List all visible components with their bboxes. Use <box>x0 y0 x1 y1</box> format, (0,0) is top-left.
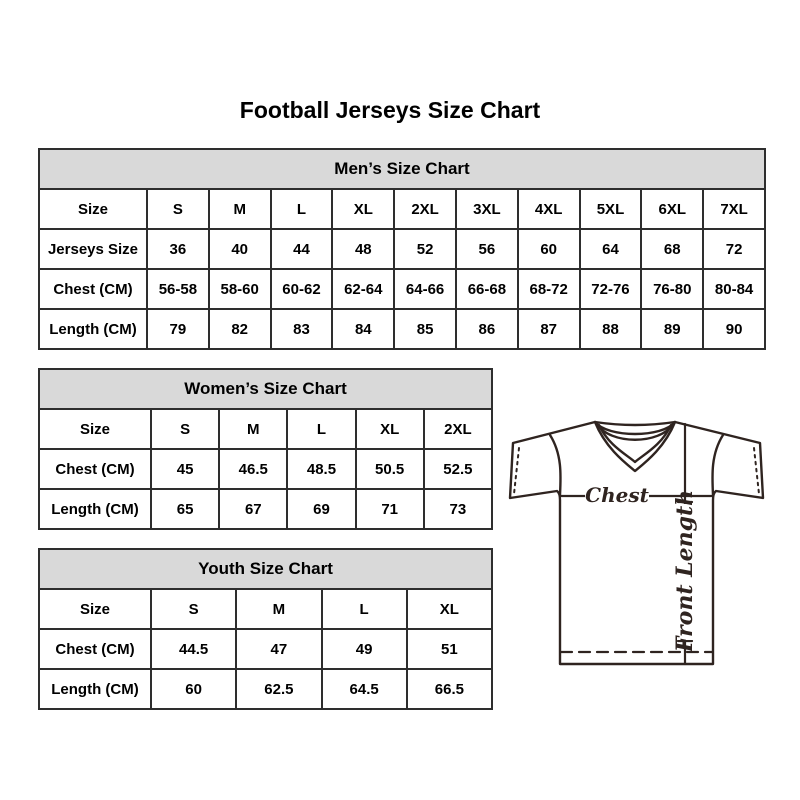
data-cell: 64.5 <box>322 669 407 709</box>
table-row-size <box>39 409 492 449</box>
data-cell: 65 <box>151 489 219 529</box>
table-row-length <box>39 309 765 349</box>
data-cell: 62.5 <box>236 669 321 709</box>
data-cell: 58-60 <box>209 269 271 309</box>
data-cell: 45 <box>151 449 219 489</box>
data-cell: 44 <box>271 229 333 269</box>
youth-table-title: Youth Size Chart <box>39 549 492 589</box>
data-cell: 49 <box>322 629 407 669</box>
mens-size-table <box>38 148 766 350</box>
chest-measure-label: Chest <box>585 483 649 507</box>
row-label: Size <box>39 589 151 629</box>
data-cell: 5XL <box>580 189 642 229</box>
table-row-size <box>39 589 492 629</box>
data-cell: 73 <box>424 489 492 529</box>
row-label: Jerseys Size <box>39 229 147 269</box>
data-cell: 90 <box>703 309 765 349</box>
table-row-length <box>39 669 492 709</box>
data-cell: 64 <box>580 229 642 269</box>
data-cell: 46.5 <box>219 449 287 489</box>
data-cell: 68-72 <box>518 269 580 309</box>
womens-table-title: Women’s Size Chart <box>39 369 492 409</box>
data-cell: 67 <box>219 489 287 529</box>
data-cell: 82 <box>209 309 271 349</box>
table-row-size <box>39 189 765 229</box>
data-cell: 47 <box>236 629 321 669</box>
data-cell: 68 <box>641 229 703 269</box>
data-cell: M <box>219 409 287 449</box>
data-cell: 72-76 <box>580 269 642 309</box>
data-cell: 88 <box>580 309 642 349</box>
data-cell: S <box>147 189 209 229</box>
front-length-measure-label: Front Length <box>672 489 698 653</box>
table-row-jerseys-size <box>39 229 765 269</box>
data-cell: 66.5 <box>407 669 492 709</box>
data-cell: L <box>271 189 333 229</box>
data-cell: 48 <box>332 229 394 269</box>
data-cell: 86 <box>456 309 518 349</box>
data-cell: XL <box>407 589 492 629</box>
data-cell: 60 <box>518 229 580 269</box>
data-cell: 85 <box>394 309 456 349</box>
data-cell: 52.5 <box>424 449 492 489</box>
data-cell: 71 <box>356 489 424 529</box>
data-cell: 48.5 <box>287 449 355 489</box>
data-cell: S <box>151 589 236 629</box>
data-cell: 62-64 <box>332 269 394 309</box>
data-cell: M <box>209 189 271 229</box>
page-title: Football Jerseys Size Chart <box>239 97 541 123</box>
data-cell: 87 <box>518 309 580 349</box>
data-cell: 66-68 <box>456 269 518 309</box>
data-cell: 51 <box>407 629 492 669</box>
data-cell: 64-66 <box>394 269 456 309</box>
jersey-measurement-diagram <box>498 399 776 677</box>
table-header-row <box>39 549 492 589</box>
data-cell: 84 <box>332 309 394 349</box>
data-cell: 6XL <box>641 189 703 229</box>
data-cell: 52 <box>394 229 456 269</box>
table-row-length <box>39 489 492 529</box>
data-cell: 60-62 <box>271 269 333 309</box>
data-cell: 60 <box>151 669 236 709</box>
data-cell: M <box>236 589 321 629</box>
data-cell: 50.5 <box>356 449 424 489</box>
row-label: Chest (CM) <box>39 269 147 309</box>
data-cell: 69 <box>287 489 355 529</box>
row-label: Size <box>39 409 151 449</box>
table-row-chest <box>39 629 492 669</box>
table-header-row <box>39 369 492 409</box>
row-label: Length (CM) <box>39 489 151 529</box>
jersey-outline <box>510 422 763 664</box>
data-cell: 36 <box>147 229 209 269</box>
data-cell: 2XL <box>424 409 492 449</box>
data-cell: 83 <box>271 309 333 349</box>
data-cell: 2XL <box>394 189 456 229</box>
data-cell: 4XL <box>518 189 580 229</box>
data-cell: 56-58 <box>147 269 209 309</box>
mens-table-title: Men’s Size Chart <box>39 149 765 189</box>
row-label: Chest (CM) <box>39 449 151 489</box>
table-row-chest <box>39 449 492 489</box>
data-cell: 72 <box>703 229 765 269</box>
data-cell: 7XL <box>703 189 765 229</box>
youth-size-table <box>38 548 493 710</box>
row-label: Length (CM) <box>39 669 151 709</box>
data-cell: L <box>322 589 407 629</box>
row-label: Chest (CM) <box>39 629 151 669</box>
data-cell: XL <box>332 189 394 229</box>
data-cell: S <box>151 409 219 449</box>
data-cell: XL <box>356 409 424 449</box>
table-row-chest <box>39 269 765 309</box>
row-label: Length (CM) <box>39 309 147 349</box>
data-cell: 40 <box>209 229 271 269</box>
data-cell: 79 <box>147 309 209 349</box>
data-cell: 3XL <box>456 189 518 229</box>
data-cell: 80-84 <box>703 269 765 309</box>
row-label: Size <box>39 189 147 229</box>
data-cell: 76-80 <box>641 269 703 309</box>
data-cell: 89 <box>641 309 703 349</box>
data-cell: 56 <box>456 229 518 269</box>
table-header-row <box>39 149 765 189</box>
data-cell: 44.5 <box>151 629 236 669</box>
womens-size-table <box>38 368 493 530</box>
data-cell: L <box>287 409 355 449</box>
